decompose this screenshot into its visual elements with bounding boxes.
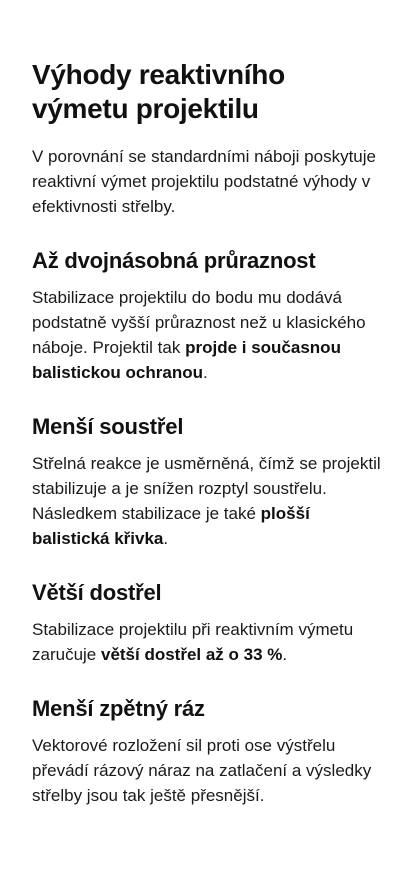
section-text-before: Stabilizace projektilu do bodu mu dodává podstatně vyšší průraznost než u klasického náboje. Projektil tak — [32, 288, 366, 357]
section-penetration — [32, 247, 384, 385]
section-text-bold: projde i současnou balistickou ochranou — [32, 338, 341, 382]
section-text — [32, 285, 384, 385]
section-heading: Až dvojnásobná průraznost — [32, 248, 316, 273]
section-text-bold: větší dostřel až o 33 % — [100, 645, 283, 664]
section-grouping — [32, 413, 384, 551]
section-text-before: Střelná reakce je usměrněná, čímž se projektil stabilizuje a je snížen rozptyl soustřelu. Následkem stabilizace je také — [32, 454, 381, 523]
section-text — [32, 617, 384, 667]
section-heading: Menší soustřel — [32, 414, 184, 439]
section-range — [32, 579, 384, 667]
section-text-after: . — [202, 363, 208, 382]
section-recoil — [32, 695, 384, 808]
intro-paragraph: V porovnání se standardními náboji poskytuje reaktivní výmet projektilu podstatné výhody v efektivnosti střelby. — [32, 147, 376, 216]
section-text-bold: plošší balistická křivka — [32, 504, 310, 548]
section-heading: Větší dostřel — [32, 580, 162, 605]
page-title: Výhody reaktivního výmetu projektilu — [32, 59, 285, 124]
section-text-before: Vektorové rozložení sil proti ose výstřelu převádí rázový náraz na zatlačení a výsledky střelby jsou tak ještě přesnější. — [32, 736, 372, 805]
section-heading: Menší zpětný ráz — [32, 696, 205, 721]
section-text-after: . — [163, 529, 169, 548]
section-text-after: . — [282, 645, 288, 664]
section-text — [32, 733, 384, 808]
section-text — [32, 451, 384, 551]
section-text-before: Stabilizace projektilu při reaktivním výmetu zaručuje — [32, 620, 354, 664]
